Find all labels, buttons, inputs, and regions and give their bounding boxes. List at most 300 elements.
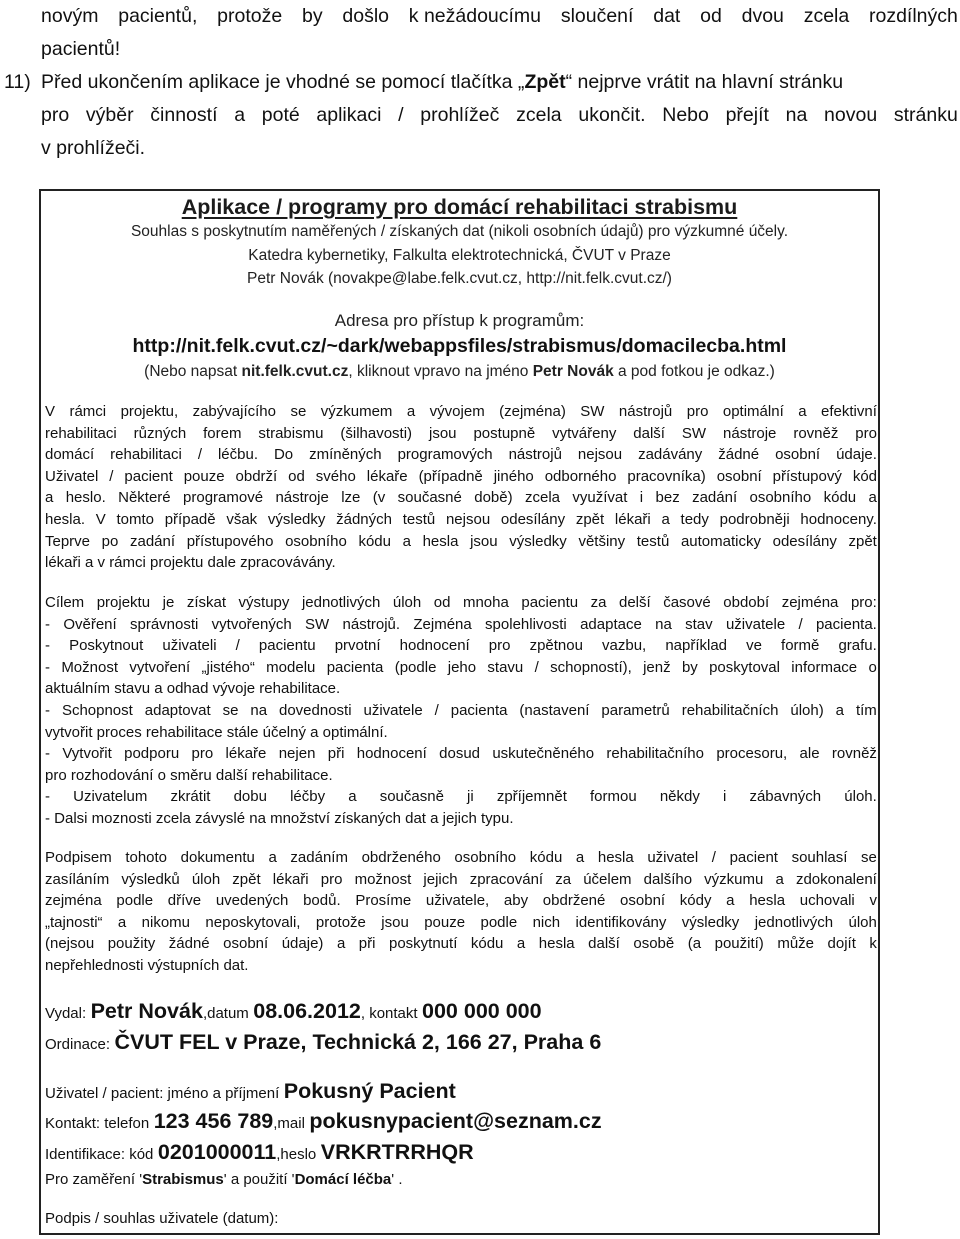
word: zcela [803,5,850,27]
word: přístupového [186,532,274,550]
word: na [785,104,808,126]
word: použity [107,935,156,953]
word: a [835,701,845,719]
word: pro [191,745,214,763]
word: zpět [848,532,877,550]
word: výsledky [509,532,567,550]
word: a [348,788,357,806]
word: - [45,615,50,633]
word: činností [150,104,218,126]
word: Do [273,446,294,464]
word: pro [41,104,70,126]
word: pacienta [326,658,384,676]
word: ve [746,637,762,655]
zamereni-pre: Pro zaměření ' [45,1171,143,1188]
paragraph-line [45,592,877,614]
word: osobní [775,446,821,464]
word: se [290,403,307,420]
word: k [869,935,877,953]
word: pacient [124,467,173,485]
word: zpět [575,510,605,528]
word: SW [305,615,330,633]
row-vydal [45,999,542,1024]
word: zábavných [749,788,822,806]
telefon-label: Kontakt: telefon [45,1115,150,1132]
word: dalšího [643,870,693,888]
zamereni-post: ' . [391,1171,403,1188]
word: došlo [342,5,389,27]
word: od [433,594,451,611]
item-text-after: “ nejprve vrátit na hlavní stránku [565,71,844,93]
word: poté [261,104,300,126]
word: by [301,5,323,27]
word: pro [855,424,877,442]
word: tím [855,701,877,719]
row-identifikace [45,1140,474,1165]
word: procesoru, [716,745,788,763]
word: pouze [183,467,225,485]
kod-label: Identifikace: kód [45,1146,154,1163]
word: odborného [544,467,617,485]
word: pacienta. [815,615,877,633]
word: nich [532,913,561,931]
word: modelu [266,658,316,676]
doc-contact: Petr Novák (novakpe@labe.felk.cvut.cz, http://nit.felk.cvut.cz/) [247,270,672,287]
heslo-value: VRKRTRRHQR [320,1140,474,1164]
paragraph-line [45,444,877,466]
word: a [268,849,277,866]
word: ukončit. [578,104,646,126]
word: zasíláním [45,870,110,888]
word: v [869,892,877,910]
word: lékaři [272,870,309,888]
word: hesla [422,532,459,550]
word: osobního [749,489,812,507]
word: léčby [290,788,326,806]
word: heslo. [65,489,106,507]
word: další [633,424,665,442]
paragraph-line [45,401,877,423]
word: použití) [714,935,764,953]
word: a [117,913,127,931]
word: od [700,5,722,27]
word: pro [686,403,709,420]
ordinace-value: ČVUT FEL v Praze, Technická 2, 166 27, Praha 6 [114,1030,602,1054]
word: a [516,935,526,953]
word: automaticky [680,532,761,550]
word: uživateli [162,637,217,655]
paragraph-project [45,401,877,574]
word: o [868,658,877,676]
word: jenž [643,658,671,676]
word: nástrojů [618,403,673,420]
word: uživatele, [425,892,490,910]
word: a [575,849,585,866]
paragraph-line: - Dalsi moznosti zcela závyslé na množství získaných dat a jejich typu. [45,809,514,827]
word: uchovali [799,892,855,910]
word: parametrů [601,701,670,719]
word: podrobněji [719,510,790,528]
paragraph-line [45,635,877,657]
word: rovněž [793,424,839,442]
word: prohlížeč [420,104,500,126]
word: delší [619,594,651,611]
intro-text [0,0,960,165]
word: jeho [447,658,477,676]
word: na [655,615,672,633]
paragraph-line [45,487,877,509]
intro-line-5: v prohlížeči. [41,137,146,159]
word: ji [467,788,474,806]
word: - [45,637,50,655]
item-text-before: Před ukončením aplikace je vhodné se pomocí tlačítka „ [41,71,525,93]
word: testů [636,532,670,550]
paragraph-line [45,847,877,869]
word: grafu. [838,637,877,655]
word: V [45,403,56,420]
word: lékaře [366,467,408,485]
word: kód [852,467,877,485]
word: kódu [823,489,857,507]
word: současné [397,489,462,507]
word: / [109,467,114,485]
word: pro: [850,594,877,611]
word: hesla [538,935,575,953]
word: případě [164,510,216,528]
word: uživatel [647,849,699,866]
doc-department: Katedra kybernetiky, Falkulta elektrotechnická, ČVUT v Praze [248,247,671,264]
word: a [726,892,735,910]
word: Nebo [662,104,709,126]
word: kódy [679,892,712,910]
word: SW [580,403,605,420]
word: žádné [168,935,210,953]
word: a [775,870,784,888]
word: schopností), [550,658,632,676]
paragraph-line [45,869,877,891]
word: Uživatel [45,467,99,485]
row-ordinace [45,1030,601,1055]
word: výstupy [238,594,290,611]
mail-label: ,mail [273,1115,305,1132]
alt-post: a pod fotkou je odkaz.) [613,363,775,380]
word: (nejsou [45,935,95,953]
kontakt-label: , kontakt [360,1005,418,1022]
word: formou [590,788,637,806]
word: protože [217,5,283,27]
word: Některé [118,489,171,507]
word: dvou [741,5,784,27]
word: i [639,489,644,507]
doc-title-text: Aplikace / programy pro domácí rehabilitaci strabismu [181,195,738,219]
alt-mid: , kliknout vpravo na jméno [348,363,533,380]
word: programové [183,489,264,507]
pacient-value: Pokusný Pacient [283,1079,456,1103]
word: Cílem [45,594,85,611]
word: žádných [336,510,392,528]
word: Uzivatelum [73,788,148,806]
word: zkrátit [170,788,211,806]
word: testů [402,510,436,528]
word: jsou [470,532,498,550]
word: a [868,489,877,507]
word: údaje) [281,935,324,953]
word: zadávány [638,446,703,464]
word: dříve [167,892,202,910]
word: optimální [722,403,784,420]
word: době) [474,489,513,507]
paragraph-line [45,657,877,679]
word: hodnoceny. [800,510,877,528]
word: úloh. [844,788,877,806]
word: osobního [285,532,347,550]
word: jiného [493,467,534,485]
word: však [226,510,258,528]
word: by [681,658,698,676]
word: stav [685,615,713,633]
word: novou [824,104,878,126]
word: formě [781,637,820,655]
word: stavu [487,658,524,676]
word: osobě [633,935,675,953]
word: neposkytovali, [205,913,301,931]
word: rehabilitaci [45,424,117,442]
word: spolehlivosti [485,615,567,633]
mail-value: pokusnypacient@seznam.cz [309,1109,602,1133]
word: - [45,788,50,806]
word: Poskytnout [69,637,144,655]
word: dat [653,5,681,27]
word: se [222,701,239,719]
word: „tajnosti“ [45,913,103,931]
word: / [798,615,803,633]
paragraph-line: aktuálním stavu a odhad vývoje rehabilitace. [45,680,341,698]
word: ale [799,745,820,763]
paragraph-line [45,890,877,912]
word: / [398,104,404,126]
paragraph-line: nepřehlednosti výstupních dat. [45,956,249,974]
word: zadáním [290,849,348,866]
word: mnoha [462,594,509,611]
word: / [197,446,202,464]
datum-value: 08.06.2012 [253,999,361,1023]
word: Prosíme [355,892,412,910]
word: například [665,637,728,655]
word: pracovníka) [627,467,706,485]
paragraph-line [45,700,877,722]
paragraph-line: pro rozhodování o směru další rehabilitace. [45,766,333,784]
paragraph-line [45,912,877,934]
word: nejsou [577,446,623,464]
paragraph-line: lékaři a v rámci projektu dale zpracovávány. [45,554,336,572]
word: další [588,935,620,953]
word: dojít [827,935,856,953]
row-pacient [45,1079,456,1104]
alt-pre: (Nebo napsat [144,363,242,380]
paragraph-line [45,509,877,531]
word: / [534,658,539,676]
word: Vytvořit [62,745,112,763]
word: výzkumu [704,870,764,888]
word: možnost [354,870,412,888]
word: Ověření [63,615,117,633]
word: uživatele [725,615,786,633]
word: efektivní [821,403,877,420]
word: zejména [45,892,102,910]
word: programových [397,446,493,464]
word: je [162,594,175,611]
word: za [590,594,607,611]
word: zpětnou [529,637,583,655]
word: dobu [233,788,267,806]
word: rehabilitačního [606,745,704,763]
intro-line-4 [0,99,960,132]
word: hesla. [45,510,86,528]
word: nikomu [141,913,191,931]
word: vazbu, [602,637,647,655]
word: bez [655,489,680,507]
word: / [711,849,716,866]
word: uživatele [363,701,423,719]
word: adaptace [580,615,642,633]
word: adaptovat [144,701,211,719]
kod-value: 0201000011 [157,1140,277,1164]
word: rehabilitačních [681,701,779,719]
word: lékaři [614,510,651,528]
word: a [234,104,246,126]
item-text-bold: Zpět [524,71,566,93]
paragraph-signature [45,847,877,977]
word: hodnocení [399,637,470,655]
word: nejen [278,745,316,763]
word: podporu [124,745,180,763]
word: pro [320,870,343,888]
word: jejich [423,870,458,888]
paragraph-line [45,933,877,955]
word: pacient [729,849,778,866]
word: vytvářeny [552,424,617,442]
telefon-value: 123 456 789 [153,1109,274,1133]
word: nástroje [275,489,329,507]
word: kódu [470,935,504,953]
word: a [402,532,411,550]
word: pouze [424,913,466,931]
word: osobní [223,935,269,953]
doc-title [41,195,878,220]
word: i [722,788,727,806]
word: novým [41,5,99,27]
word: strabismu [258,424,324,442]
word: úloh [191,870,221,888]
word: přístupový [772,467,842,485]
word: jsou [429,424,457,442]
word: obdrženého [361,849,441,866]
word: hodnocení [356,745,427,763]
word: údaje. [836,446,877,464]
word: od [288,467,305,485]
word: / [434,701,439,719]
word: většiny [578,532,626,550]
word: výzkumem [320,403,393,420]
word: za [555,870,572,888]
word: zejména [781,594,839,611]
word: odesílány [500,510,566,528]
alt-name: Petr Novák [532,363,614,380]
word: jednotlivých [301,594,381,611]
word: přejít [725,104,769,126]
doc-url: http://nit.felk.cvut.cz/~dark/webappsfiles/strabismus/domacilecba.html [132,335,787,357]
word: poskytnutí [388,935,458,953]
intro-line-1 [0,0,960,33]
word: (a [687,935,702,953]
word: správnosti [129,615,199,633]
word: tomto [116,510,154,528]
word: (šilhavosti) [340,424,413,442]
word: lékaře [225,745,267,763]
pacient-label: Uživatel / pacient: jméno a příjmení [45,1085,280,1102]
word: léčbu. [217,446,258,464]
paragraph-line [45,466,877,488]
word: se [861,849,877,866]
word: osobní [716,467,762,485]
datum-label: ,datum [202,1005,249,1022]
word: - [45,658,50,676]
word: Schopnost [61,701,133,719]
word: sloučení [560,5,634,27]
word: (zejména) [499,403,566,420]
word: Teprve [45,532,91,550]
word: V [95,510,106,528]
word: odesílány [772,532,837,550]
word: dovednosti [279,701,352,719]
word: výběr [85,104,134,126]
word: období [723,594,770,611]
word: tedy [680,510,709,528]
word: výsledky [681,913,740,931]
word: poskytoval [709,658,780,676]
word: SW [681,424,707,442]
word: Možnost [61,658,119,676]
zamereni-strabismus: Strabismus [142,1171,224,1188]
word: různých [133,424,187,442]
paragraph-goals [45,592,877,830]
word: pacientů, [118,5,198,27]
paragraph-line [45,743,877,765]
row-zamereni [45,1171,402,1188]
word: postupně [473,424,536,442]
word: žádné [718,446,760,464]
word: jsou [381,913,409,931]
word: prvotní [334,637,381,655]
word: dokumentu [180,849,255,866]
word: informace [791,658,858,676]
word: podle [480,913,518,931]
word: (nastavení [519,701,590,719]
word: - [45,701,50,719]
word: po [101,532,119,550]
alt-host: nit.felk.cvut.cz [241,363,349,380]
word: zpět [232,870,261,888]
intro-line-2: pacientů! [41,38,121,60]
word: na [250,701,268,719]
vydal-label: Vydal: [45,1005,87,1022]
word: (v [372,489,386,507]
zamereni-domaci-lecba: Domácí léčba [294,1171,392,1188]
word: aby [503,892,529,910]
word: rozdílných [869,5,958,27]
word: výsledků [121,870,180,888]
word: uvedených [215,892,289,910]
